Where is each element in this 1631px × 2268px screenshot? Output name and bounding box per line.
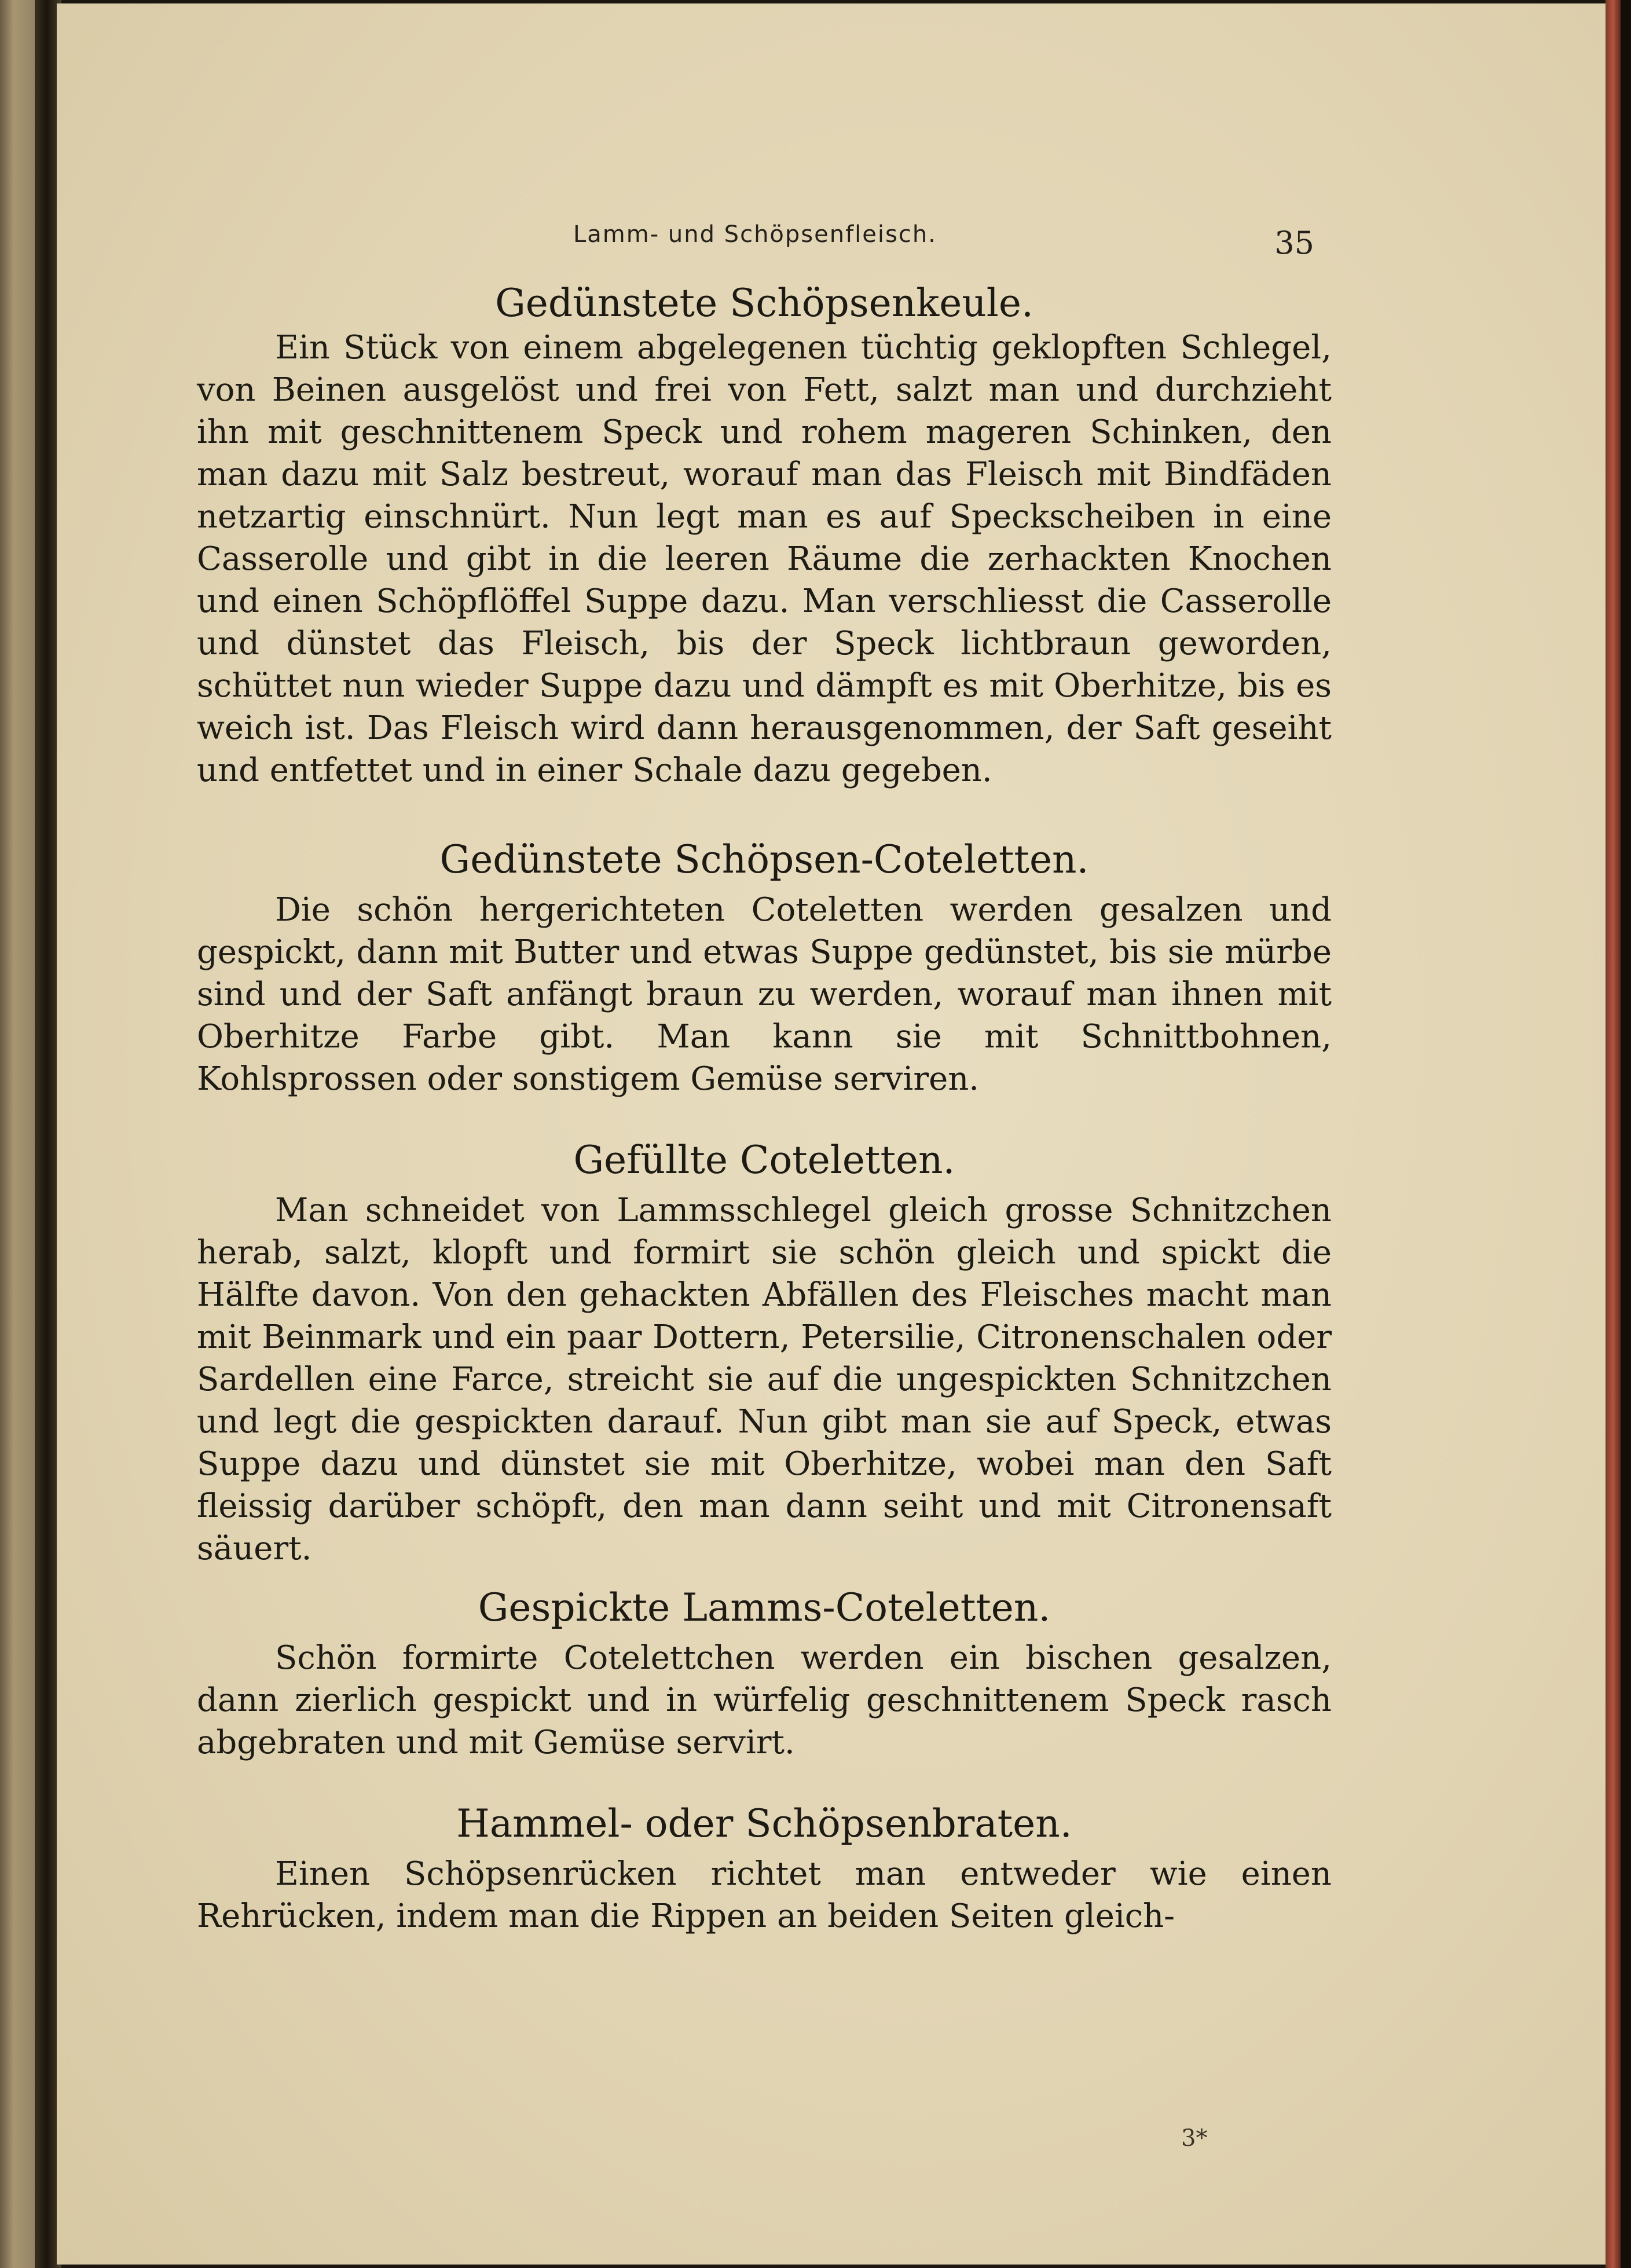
book-cover-edge (1606, 0, 1621, 2268)
running-head: Lamm- und Schöpsenfleisch. (573, 221, 937, 248)
section-body: Die schön hergerichteten Coteletten werden gesalzen und gespickt, dann mit Butter und etwas Suppe gedünstet, bis sie mürbe sind und der Saft anfängt braun zu werden, worauf man ihnen mit Oberhitze Farbe gibt. Man kann sie mit Schnittbohnen, Kohlsprossen oder sonstigem Gemüse serviren. (197, 891, 1332, 1098)
section-body: Man schneidet von Lammsschlegel gleich grosse Schnitzchen herab, salzt, klopft und formirt sie schön gleich und spickt die Hälfte davon. Von den gehackten Abfällen des Fleisches macht man mit Beinmark und ein paar Dottern, Petersilie, Citronenschalen oder Sardellen eine Farce, streicht sie auf die ungespickten Schnitzchen und legt die gespickten darauf. Nun gibt man sie auf Speck, etwas Suppe dazu und dünstet sie mit Oberhitze, wobei man den Saft fleissig darüber schöpft, den man dann seiht und mit Citronensaft säuert. (197, 1192, 1332, 1567)
scan-border (1621, 0, 1631, 2268)
signature-mark: 3* (1181, 2125, 1208, 2152)
section-body: Einen Schöpsenrücken richtet man entweder wie einen Rehrücken, indem man die Rippen an beiden Seiten gleich- (197, 1855, 1332, 1935)
section-title: Hammel- oder Schöpsenbraten. (456, 1801, 1072, 1846)
page-content (197, 214, 1332, 2152)
page-header (197, 214, 1332, 266)
section-title: Gefüllte Coteletten. (573, 1138, 955, 1182)
section-title: Gedünstete Schöpsenkeule. (495, 281, 1033, 325)
page-number: 35 (1274, 225, 1314, 261)
section-body: Schön formirte Cotelettchen werden ein bischen gesalzen, dann zierlich gespickt und in würfelig geschnittenem Speck rasch abgebraten und mit Gemüse servirt. (197, 1639, 1332, 1761)
section-title: Gespickte Lamms-Coteletten. (478, 1585, 1051, 1630)
section-body: Ein Stück von einem abgelegenen tüchtig geklopften Schlegel, von Beinen ausgelöst und frei von Fett, salzt man und durchzieht ihn mit geschnittenem Speck und rohem mageren Schinken, den man dazu mit Salz bestreut, worauf man das Fleisch mit Bindfäden netzartig einschnürt. Nun legt man es auf Speckscheiben in eine Casserolle und gibt in die leeren Räume die zerhackten Knochen und einen Schöpflöffel Suppe dazu. Man verschliesst die Casserolle und dünstet das Fleisch, bis der Speck lichtbraun geworden, schüttet nun wieder Suppe dazu und dämpft es mit Oberhitze, bis es weich ist. Das Fleisch wird dann herausgenommen, der Saft geseiht und entfettet und in einer Schale dazu gegeben. (197, 329, 1332, 789)
section-title: Gedünstete Schöpsen-Coteletten. (439, 837, 1089, 882)
